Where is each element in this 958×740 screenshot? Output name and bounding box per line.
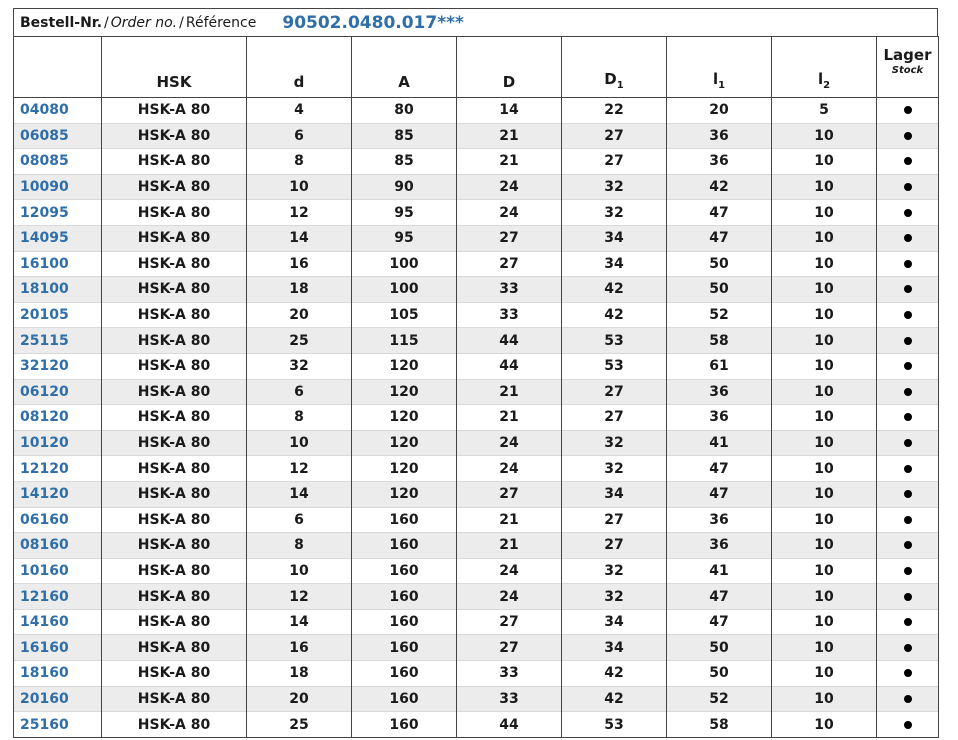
bullet-dot-icon: [904, 490, 912, 498]
cell-l2: 10: [772, 661, 877, 687]
cell-D1: 22: [562, 98, 667, 124]
cell-D1: 34: [562, 251, 667, 277]
cell-l2: 10: [772, 328, 877, 354]
cell-l2: 10: [772, 379, 877, 405]
table-row: [14, 609, 939, 635]
table-row: [14, 456, 939, 482]
cell-D1: 27: [562, 405, 667, 431]
cell-D: 21: [457, 533, 562, 559]
cell-code: 32120: [14, 353, 102, 379]
cell-code: 08160: [14, 533, 102, 559]
separator: /: [179, 14, 184, 31]
col-header-l1: $l_1$: [667, 37, 772, 98]
cell-l2: 10: [772, 174, 877, 200]
cell-a: 90: [352, 174, 457, 200]
cell-D: 33: [457, 686, 562, 712]
cell-stock: [877, 328, 939, 354]
cell-l1: 52: [667, 686, 772, 712]
table-row: [14, 328, 939, 354]
cell-l1: 50: [667, 251, 772, 277]
cell-l1: 47: [667, 609, 772, 635]
cell-d: 12: [247, 456, 352, 482]
cell-D1: 27: [562, 123, 667, 149]
cell-D1: 27: [562, 379, 667, 405]
cell-d: 6: [247, 123, 352, 149]
cell-D: 21: [457, 507, 562, 533]
cell-D1: 42: [562, 302, 667, 328]
cell-D1: 32: [562, 430, 667, 456]
cell-l2: 5: [772, 98, 877, 124]
cell-a: 120: [352, 379, 457, 405]
table-row: [14, 507, 939, 533]
cell-l1: 50: [667, 635, 772, 661]
reference-number: 90502.0480.017***: [282, 12, 464, 33]
cell-D1: 32: [562, 200, 667, 226]
cell-code: 14120: [14, 481, 102, 507]
cell-stock: [877, 225, 939, 251]
table-row: [14, 302, 939, 328]
bullet-dot-icon: [904, 132, 912, 140]
cell-D1: 32: [562, 558, 667, 584]
cell-l2: 10: [772, 558, 877, 584]
table-row: [14, 123, 939, 149]
bullet-dot-icon: [904, 388, 912, 396]
cell-d: 4: [247, 98, 352, 124]
cell-l1: 36: [667, 533, 772, 559]
col-header-D: D: [457, 37, 562, 98]
cell-l2: 10: [772, 430, 877, 456]
cell-code: 14095: [14, 225, 102, 251]
cell-stock: [877, 430, 939, 456]
cell-l2: 10: [772, 302, 877, 328]
cell-code: 14160: [14, 609, 102, 635]
cell-l2: 10: [772, 225, 877, 251]
cell-D1: 34: [562, 609, 667, 635]
cell-D1: 32: [562, 456, 667, 482]
bullet-dot-icon: [904, 516, 912, 524]
cell-hsk: HSK-A 80: [102, 584, 247, 610]
cell-D1: 53: [562, 712, 667, 738]
cell-code: 18160: [14, 661, 102, 687]
cell-d: 16: [247, 635, 352, 661]
table-row: [14, 533, 939, 559]
order-number-bar: [13, 8, 938, 36]
cell-l2: 10: [772, 149, 877, 175]
cell-stock: [877, 686, 939, 712]
cell-D1: 27: [562, 149, 667, 175]
cell-D: 27: [457, 635, 562, 661]
cell-D: 21: [457, 379, 562, 405]
cell-d: 14: [247, 609, 352, 635]
cell-hsk: HSK-A 80: [102, 200, 247, 226]
bullet-dot-icon: [904, 413, 912, 421]
cell-D: 24: [457, 200, 562, 226]
dimension-table: [13, 36, 939, 738]
cell-l1: 58: [667, 328, 772, 354]
cell-D: 44: [457, 712, 562, 738]
table-row: [14, 225, 939, 251]
cell-code: 16100: [14, 251, 102, 277]
cell-hsk: HSK-A 80: [102, 149, 247, 175]
cell-l2: 10: [772, 251, 877, 277]
cell-D1: 32: [562, 174, 667, 200]
cell-l1: 47: [667, 481, 772, 507]
bullet-dot-icon: [904, 567, 912, 575]
cell-code: 20160: [14, 686, 102, 712]
table-row: [14, 430, 939, 456]
cell-d: 20: [247, 302, 352, 328]
cell-stock: [877, 456, 939, 482]
cell-D: 44: [457, 328, 562, 354]
cell-a: 120: [352, 430, 457, 456]
product-table-container: [13, 8, 938, 738]
bullet-dot-icon: [904, 234, 912, 242]
cell-d: 25: [247, 328, 352, 354]
cell-l1: 41: [667, 558, 772, 584]
bullet-dot-icon: [904, 311, 912, 319]
cell-a: 120: [352, 405, 457, 431]
cell-D: 21: [457, 123, 562, 149]
table-row: [14, 405, 939, 431]
cell-D1: 42: [562, 277, 667, 303]
cell-l1: 47: [667, 225, 772, 251]
cell-D: 14: [457, 98, 562, 124]
cell-l2: 10: [772, 686, 877, 712]
bullet-dot-icon: [904, 593, 912, 601]
cell-code: 10120: [14, 430, 102, 456]
bullet-dot-icon: [904, 183, 912, 191]
cell-l1: 36: [667, 379, 772, 405]
cell-a: 160: [352, 686, 457, 712]
cell-D: 33: [457, 277, 562, 303]
cell-stock: [877, 277, 939, 303]
cell-d: 6: [247, 507, 352, 533]
cell-d: 32: [247, 353, 352, 379]
bullet-dot-icon: [904, 618, 912, 626]
cell-hsk: HSK-A 80: [102, 328, 247, 354]
cell-a: 120: [352, 456, 457, 482]
cell-D: 24: [457, 430, 562, 456]
cell-d: 14: [247, 481, 352, 507]
label-order-no: Order no.: [110, 14, 178, 31]
cell-l1: 47: [667, 584, 772, 610]
cell-D: 21: [457, 405, 562, 431]
cell-hsk: HSK-A 80: [102, 533, 247, 559]
cell-l2: 10: [772, 456, 877, 482]
cell-a: 100: [352, 277, 457, 303]
cell-D: 33: [457, 661, 562, 687]
label-reference: Référence: [185, 14, 257, 31]
table-row: [14, 98, 939, 124]
cell-l1: 50: [667, 661, 772, 687]
cell-a: 160: [352, 712, 457, 738]
cell-l1: 36: [667, 405, 772, 431]
cell-l2: 10: [772, 584, 877, 610]
cell-a: 80: [352, 98, 457, 124]
cell-code: 12095: [14, 200, 102, 226]
cell-stock: [877, 302, 939, 328]
cell-D1: 32: [562, 584, 667, 610]
cell-l2: 10: [772, 635, 877, 661]
cell-stock: [877, 149, 939, 175]
bullet-dot-icon: [904, 439, 912, 447]
cell-a: 95: [352, 225, 457, 251]
cell-hsk: HSK-A 80: [102, 353, 247, 379]
cell-l2: 10: [772, 277, 877, 303]
cell-D: 24: [457, 456, 562, 482]
cell-hsk: HSK-A 80: [102, 302, 247, 328]
cell-l2: 10: [772, 507, 877, 533]
col-header-lager: [877, 37, 939, 98]
bullet-dot-icon: [904, 465, 912, 473]
table-header-row: [14, 37, 939, 98]
table-row: [14, 174, 939, 200]
table-row: [14, 661, 939, 687]
cell-hsk: HSK-A 80: [102, 609, 247, 635]
cell-D: 24: [457, 558, 562, 584]
cell-d: 10: [247, 430, 352, 456]
cell-stock: [877, 174, 939, 200]
cell-D1: 34: [562, 635, 667, 661]
cell-l1: 58: [667, 712, 772, 738]
cell-D1: 34: [562, 225, 667, 251]
cell-l2: 10: [772, 533, 877, 559]
cell-stock: [877, 661, 939, 687]
cell-d: 12: [247, 200, 352, 226]
cell-stock: [877, 200, 939, 226]
cell-d: 10: [247, 558, 352, 584]
cell-a: 160: [352, 609, 457, 635]
cell-stock: [877, 353, 939, 379]
col-header-d: d: [247, 37, 352, 98]
cell-stock: [877, 251, 939, 277]
cell-a: 160: [352, 507, 457, 533]
cell-code: 25115: [14, 328, 102, 354]
cell-a: 160: [352, 661, 457, 687]
cell-code: 25160: [14, 712, 102, 738]
separator: /: [104, 14, 109, 31]
cell-hsk: HSK-A 80: [102, 123, 247, 149]
cell-d: 16: [247, 251, 352, 277]
bullet-dot-icon: [904, 721, 912, 729]
bullet-dot-icon: [904, 285, 912, 293]
cell-hsk: HSK-A 80: [102, 98, 247, 124]
cell-a: 105: [352, 302, 457, 328]
cell-d: 25: [247, 712, 352, 738]
cell-code: 10160: [14, 558, 102, 584]
cell-stock: [877, 609, 939, 635]
cell-D: 44: [457, 353, 562, 379]
bullet-dot-icon: [904, 337, 912, 345]
cell-l2: 10: [772, 405, 877, 431]
cell-a: 160: [352, 558, 457, 584]
cell-d: 8: [247, 405, 352, 431]
cell-d: 10: [247, 174, 352, 200]
cell-D: 21: [457, 149, 562, 175]
cell-D: 27: [457, 251, 562, 277]
cell-code: 08085: [14, 149, 102, 175]
cell-a: 120: [352, 481, 457, 507]
cell-D: 27: [457, 225, 562, 251]
cell-D1: 34: [562, 481, 667, 507]
table-row: [14, 149, 939, 175]
label-bestell-nr: Bestell-Nr.: [20, 14, 103, 31]
cell-a: 95: [352, 200, 457, 226]
cell-code: 18100: [14, 277, 102, 303]
cell-d: 18: [247, 661, 352, 687]
cell-D: 33: [457, 302, 562, 328]
bullet-dot-icon: [904, 157, 912, 165]
table-row: [14, 277, 939, 303]
cell-l2: 10: [772, 353, 877, 379]
cell-stock: [877, 712, 939, 738]
cell-code: 12120: [14, 456, 102, 482]
cell-hsk: HSK-A 80: [102, 635, 247, 661]
cell-code: 12160: [14, 584, 102, 610]
cell-d: 20: [247, 686, 352, 712]
cell-l1: 20: [667, 98, 772, 124]
cell-l2: 10: [772, 609, 877, 635]
cell-code: 06085: [14, 123, 102, 149]
cell-D1: 27: [562, 533, 667, 559]
cell-code: 06160: [14, 507, 102, 533]
col-header-D1: $D_1$: [562, 37, 667, 98]
cell-l1: 61: [667, 353, 772, 379]
cell-code: 16160: [14, 635, 102, 661]
cell-l2: 10: [772, 712, 877, 738]
cell-a: 85: [352, 123, 457, 149]
cell-hsk: HSK-A 80: [102, 225, 247, 251]
cell-D: 27: [457, 481, 562, 507]
cell-hsk: HSK-A 80: [102, 712, 247, 738]
table-row: [14, 558, 939, 584]
cell-a: 120: [352, 353, 457, 379]
cell-l1: 42: [667, 174, 772, 200]
cell-a: 115: [352, 328, 457, 354]
table-row: [14, 200, 939, 226]
cell-code: 08120: [14, 405, 102, 431]
cell-stock: [877, 507, 939, 533]
cell-hsk: HSK-A 80: [102, 686, 247, 712]
table-row: [14, 712, 939, 738]
cell-l1: 36: [667, 507, 772, 533]
col-header-hsk: HSK: [102, 37, 247, 98]
cell-d: 18: [247, 277, 352, 303]
cell-code: 10090: [14, 174, 102, 200]
cell-hsk: HSK-A 80: [102, 277, 247, 303]
cell-l1: 47: [667, 200, 772, 226]
cell-D1: 42: [562, 686, 667, 712]
cell-hsk: HSK-A 80: [102, 481, 247, 507]
stock-label: Stock: [891, 65, 924, 76]
cell-d: 8: [247, 149, 352, 175]
bullet-dot-icon: [904, 695, 912, 703]
cell-l1: 47: [667, 456, 772, 482]
table-row: [14, 379, 939, 405]
cell-stock: [877, 584, 939, 610]
cell-D: 24: [457, 174, 562, 200]
table-row: [14, 251, 939, 277]
table-row: [14, 584, 939, 610]
cell-code: 20105: [14, 302, 102, 328]
cell-stock: [877, 98, 939, 124]
cell-d: 12: [247, 584, 352, 610]
cell-hsk: HSK-A 80: [102, 405, 247, 431]
cell-a: 85: [352, 149, 457, 175]
cell-d: 14: [247, 225, 352, 251]
cell-code: 04080: [14, 98, 102, 124]
cell-D1: 42: [562, 661, 667, 687]
cell-l1: 36: [667, 149, 772, 175]
cell-l2: 10: [772, 200, 877, 226]
cell-D: 27: [457, 609, 562, 635]
lager-label: Lager: [883, 46, 932, 64]
cell-D1: 53: [562, 328, 667, 354]
cell-D1: 53: [562, 353, 667, 379]
cell-hsk: HSK-A 80: [102, 174, 247, 200]
cell-stock: [877, 481, 939, 507]
cell-stock: [877, 533, 939, 559]
bullet-dot-icon: [904, 669, 912, 677]
cell-stock: [877, 405, 939, 431]
cell-l1: 52: [667, 302, 772, 328]
cell-l1: 36: [667, 123, 772, 149]
col-header-a: A: [352, 37, 457, 98]
cell-hsk: HSK-A 80: [102, 456, 247, 482]
cell-stock: [877, 379, 939, 405]
bullet-dot-icon: [904, 106, 912, 114]
table-row: [14, 686, 939, 712]
cell-D1: 27: [562, 507, 667, 533]
cell-d: 8: [247, 533, 352, 559]
cell-l1: 41: [667, 430, 772, 456]
table-body: [14, 98, 939, 738]
cell-hsk: HSK-A 80: [102, 507, 247, 533]
col-header-code: [14, 37, 102, 98]
cell-l2: 10: [772, 481, 877, 507]
table-row: [14, 353, 939, 379]
cell-a: 100: [352, 251, 457, 277]
cell-a: 160: [352, 584, 457, 610]
cell-stock: [877, 635, 939, 661]
cell-a: 160: [352, 533, 457, 559]
cell-hsk: HSK-A 80: [102, 558, 247, 584]
cell-stock: [877, 558, 939, 584]
cell-a: 160: [352, 635, 457, 661]
cell-hsk: HSK-A 80: [102, 251, 247, 277]
table-row: [14, 481, 939, 507]
cell-hsk: HSK-A 80: [102, 661, 247, 687]
cell-hsk: HSK-A 80: [102, 430, 247, 456]
cell-code: 06120: [14, 379, 102, 405]
col-header-l2: $l_2$: [772, 37, 877, 98]
cell-stock: [877, 123, 939, 149]
bullet-dot-icon: [904, 209, 912, 217]
bullet-dot-icon: [904, 541, 912, 549]
bullet-dot-icon: [904, 260, 912, 268]
bullet-dot-icon: [904, 644, 912, 652]
cell-hsk: HSK-A 80: [102, 379, 247, 405]
cell-l2: 10: [772, 123, 877, 149]
bullet-dot-icon: [904, 362, 912, 370]
cell-l1: 50: [667, 277, 772, 303]
cell-D: 24: [457, 584, 562, 610]
table-row: [14, 635, 939, 661]
cell-d: 6: [247, 379, 352, 405]
